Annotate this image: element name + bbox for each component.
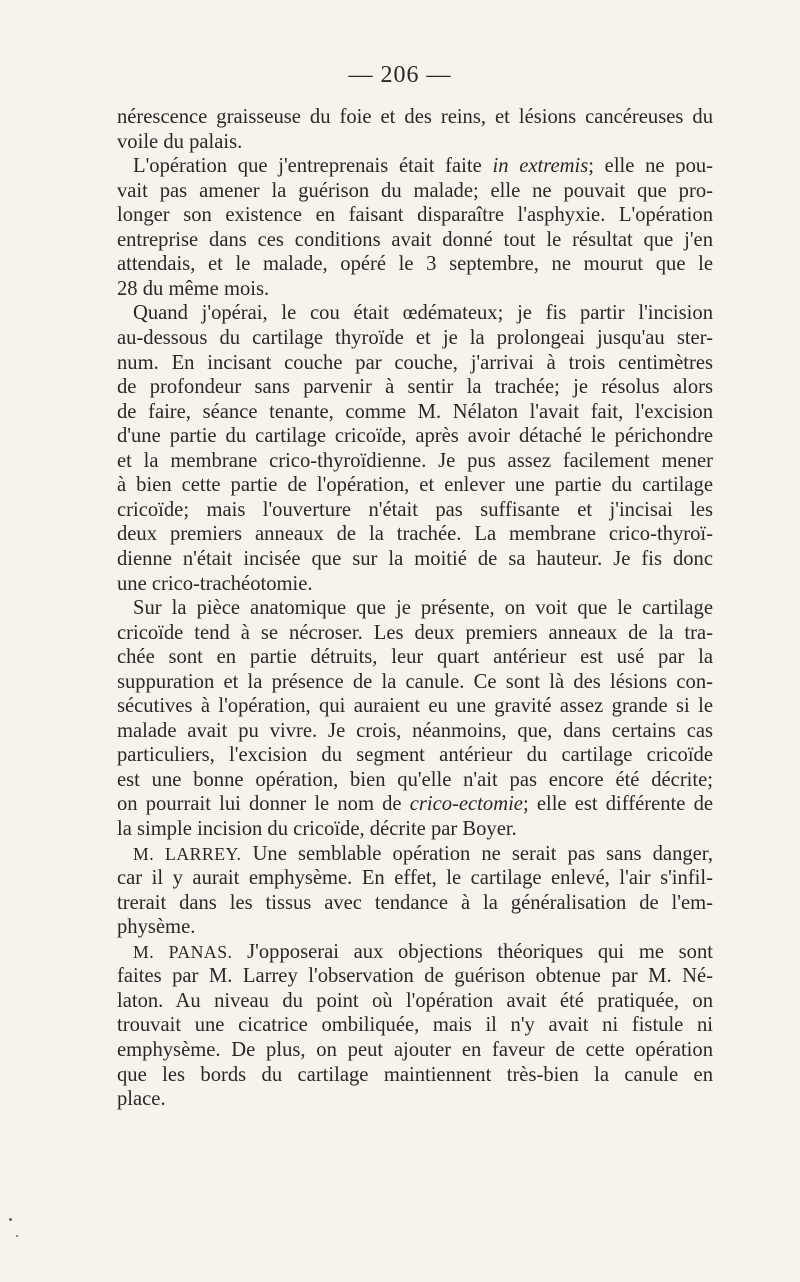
text-line [133, 939, 713, 966]
text-line: Sur la pièce anatomique que je présente, on voit que le cartilage [133, 597, 713, 619]
line-text: ; elle ne pou- [588, 155, 714, 178]
paper-speck [16, 1235, 18, 1237]
text-line: laton. Au niveau du point où l'opération avait été pratiquée, on [117, 989, 713, 1012]
text-line: vait pas amener la guérison du malade; elle ne pouvait que pro- [117, 179, 713, 202]
text-line: est une bonne opération, bien qu'elle n'ait pas encore été décrite; [117, 768, 713, 791]
text-line: num. En incisant couche par couche, j'arrivai à trois centimètres [117, 351, 713, 374]
text-line: au-dessous du cartilage thyroïde et je la prolongeai jusqu'au ster- [117, 327, 713, 349]
text-line: 28 du même mois. [117, 277, 270, 300]
text-line: malade avait pu vivre. Je crois, néanmoins, que, dans certains cas [117, 719, 713, 742]
text-line: la simple incision du cricoïde, décrite par Boyer. [117, 818, 517, 840]
text-line: deux premiers anneaux de la trachée. La membrane crico-thyroï- [117, 523, 713, 546]
text-line: entreprise dans ces conditions avait donné tout le résultat que j'en [117, 228, 713, 251]
text-line: nérescence graisseuse du foie et des reins, et lésions cancéreuses du [117, 106, 713, 128]
line-text: ; elle est différente de [522, 793, 714, 816]
text-line: emphysème. De plus, on peut ajouter en faveur de cette opération [117, 1038, 713, 1061]
text-line: particuliers, l'excision du segment antérieur du cartilage cricoïde [117, 744, 713, 767]
text-line: suppuration et la présence de la canule. Ce sont là des lésions con- [117, 670, 713, 693]
line-text: on pourrait lui donner le nom de [117, 793, 410, 816]
text-line: d'une partie du cartilage cricoïde, après avoir détaché le périchondre [117, 425, 713, 448]
text-line: place. [117, 1088, 166, 1110]
text-line: dienne n'était incisée que sur la moitié de sa hauteur. Je fis donc [117, 547, 713, 570]
text-line: physème. [117, 916, 196, 939]
text-line: attendais, et le malade, opéré le 3 septembre, ne mourut que le [117, 253, 713, 276]
italic-term: crico-ectomie [409, 793, 523, 816]
text-line: faites par M. Larrey l'observation de guérison obtenue par M. Né- [117, 965, 713, 988]
line-text: J'opposerai aux objections théoriques qui me sont [232, 940, 713, 963]
text-line: cricoïde tend à se nécroser. Les deux premiers anneaux de la tra- [117, 621, 713, 644]
text-line: trerait dans les tissus avec tendance à la généralisation de l'em- [117, 891, 713, 914]
text-line [117, 791, 713, 818]
text-line: trouvait une cicatrice ombiliquée, mais il n'y avait ni fistule ni [117, 1014, 713, 1037]
text-line: une crico-trachéotomie. [117, 572, 313, 595]
text-line: de profondeur sans parvenir à sentir la trachée; je résolus alors [117, 376, 713, 399]
line-text: L'opération que j'entreprenais était faite [133, 155, 493, 178]
text-line: à bien cette partie de l'opération, et enlever une partie du cartilage [117, 474, 713, 497]
text-line [133, 841, 713, 868]
text-line: de faire, séance tenante, comme M. Nélaton l'avait fait, l'excision [117, 400, 713, 423]
text-line: car il y aurait emphysème. En effet, le cartilage enlevé, l'air s'infil- [117, 867, 713, 890]
text-line: voile du palais. [117, 130, 243, 153]
text-line: sécutives à l'opération, qui auraient eu une gravité assez grande si le [117, 695, 713, 718]
paper-speck [9, 1218, 12, 1221]
line-text: Une semblable opération ne serait pas sans danger, [241, 842, 713, 865]
text-line: cricoïde; mais l'ouverture n'était pas suffisante et j'incisai les [117, 498, 713, 521]
text-line: longer son existence en faisant disparaître l'asphyxie. L'opération [117, 204, 713, 227]
text-line: et la membrane crico-thyroïdienne. Je pus assez facilement mener [117, 449, 713, 472]
text-line: chée sont en partie détruits, leur quart antérieur est usé par la [117, 646, 713, 669]
page-number: — 206 — [348, 62, 452, 88]
italic-term: in extremis [492, 155, 589, 178]
text-line [133, 153, 713, 180]
text-line: que les bords du cartilage maintiennent très-bien la canule en [117, 1063, 713, 1086]
speaker-name: M. LARREY. [133, 843, 242, 864]
text-line: Quand j'opérai, le cou était œdémateux; je fis partir l'incision [133, 302, 713, 325]
speaker-name: M. PANAS. [133, 941, 233, 962]
